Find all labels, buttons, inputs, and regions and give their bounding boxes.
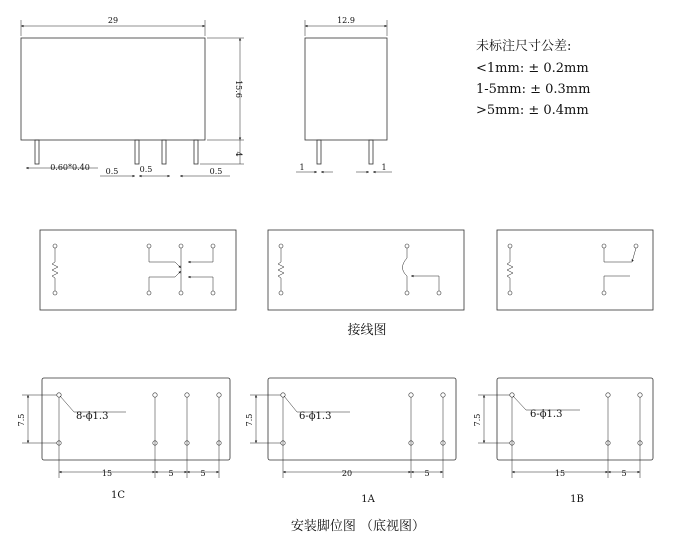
- wiring-frame: [40, 230, 236, 310]
- layout-1b: [473, 378, 653, 505]
- dim-span: 5: [424, 469, 430, 478]
- dim-pitch-b: 0.5: [139, 165, 153, 174]
- layout-name: 1B: [570, 494, 584, 505]
- wiring-1b: [497, 230, 653, 310]
- dim-pin-length: 4: [234, 151, 243, 157]
- dim-side-right: 1: [381, 163, 387, 172]
- dim-row: 7.5: [17, 413, 26, 427]
- dim-span: 15: [101, 469, 113, 478]
- coil-symbol: [278, 244, 284, 295]
- layout-1a: [245, 378, 456, 505]
- dim-pitch-a: 0.5: [105, 167, 119, 176]
- dim-span: 5: [168, 469, 174, 478]
- relay-body-front: [21, 38, 205, 140]
- pin: [369, 140, 373, 164]
- dim-length: 29: [107, 16, 119, 25]
- dim-row: 7.5: [245, 413, 254, 427]
- hole-label: 6-ϕ1.3: [530, 409, 563, 420]
- front-view: [21, 16, 244, 176]
- wiring-caption: 接线图: [347, 323, 387, 338]
- pin: [194, 140, 198, 164]
- dim-span: 5: [200, 469, 206, 478]
- dim-width: 12.9: [337, 16, 355, 25]
- layout-name: 1A: [361, 494, 375, 505]
- dim-pin-size: 0.60*0.40: [50, 163, 90, 172]
- layout-caption: 安装脚位图 （底视图）: [290, 519, 426, 534]
- contacts-1a: [403, 244, 442, 295]
- dim-span: 20: [341, 469, 353, 478]
- dim-height: 15.6: [234, 80, 243, 98]
- dim-span: 5: [621, 469, 627, 478]
- pin: [135, 140, 139, 164]
- wiring-frame: [268, 230, 464, 310]
- tolerance-line: 1-5mm: ± 0.3mm: [476, 82, 591, 97]
- side-view: [296, 16, 392, 172]
- wiring-frame: [497, 230, 653, 310]
- contacts-1b: [602, 244, 638, 295]
- contacts-1c: [147, 244, 215, 295]
- tolerance-line: >5mm: ± 0.4mm: [476, 103, 589, 118]
- layout-1c: [17, 378, 230, 501]
- pin: [162, 140, 166, 164]
- tolerance-note: [476, 38, 590, 118]
- hole-label: 8-ϕ1.3: [76, 411, 109, 422]
- wiring-1c: [40, 230, 236, 310]
- dim-row: 7.5: [473, 413, 482, 427]
- pin: [35, 140, 39, 164]
- coil-symbol: [52, 244, 58, 295]
- layout-frame: [42, 378, 230, 460]
- dim-pitch-c: 0.5: [209, 167, 223, 176]
- pin: [317, 140, 321, 164]
- dim-side-left: 1: [299, 163, 305, 172]
- tolerance-line: <1mm: ± 0.2mm: [476, 61, 589, 76]
- layout-frame: [497, 378, 653, 460]
- hole-label: 6-ϕ1.3: [299, 411, 332, 422]
- layout-frame: [268, 378, 456, 460]
- relay-body-side: [305, 38, 387, 140]
- wiring-1a: [268, 230, 464, 310]
- dim-span: 15: [554, 469, 566, 478]
- tolerance-title: 未标注尺寸公差:: [476, 39, 572, 54]
- layout-name: 1C: [110, 490, 126, 501]
- coil-symbol: [507, 244, 513, 295]
